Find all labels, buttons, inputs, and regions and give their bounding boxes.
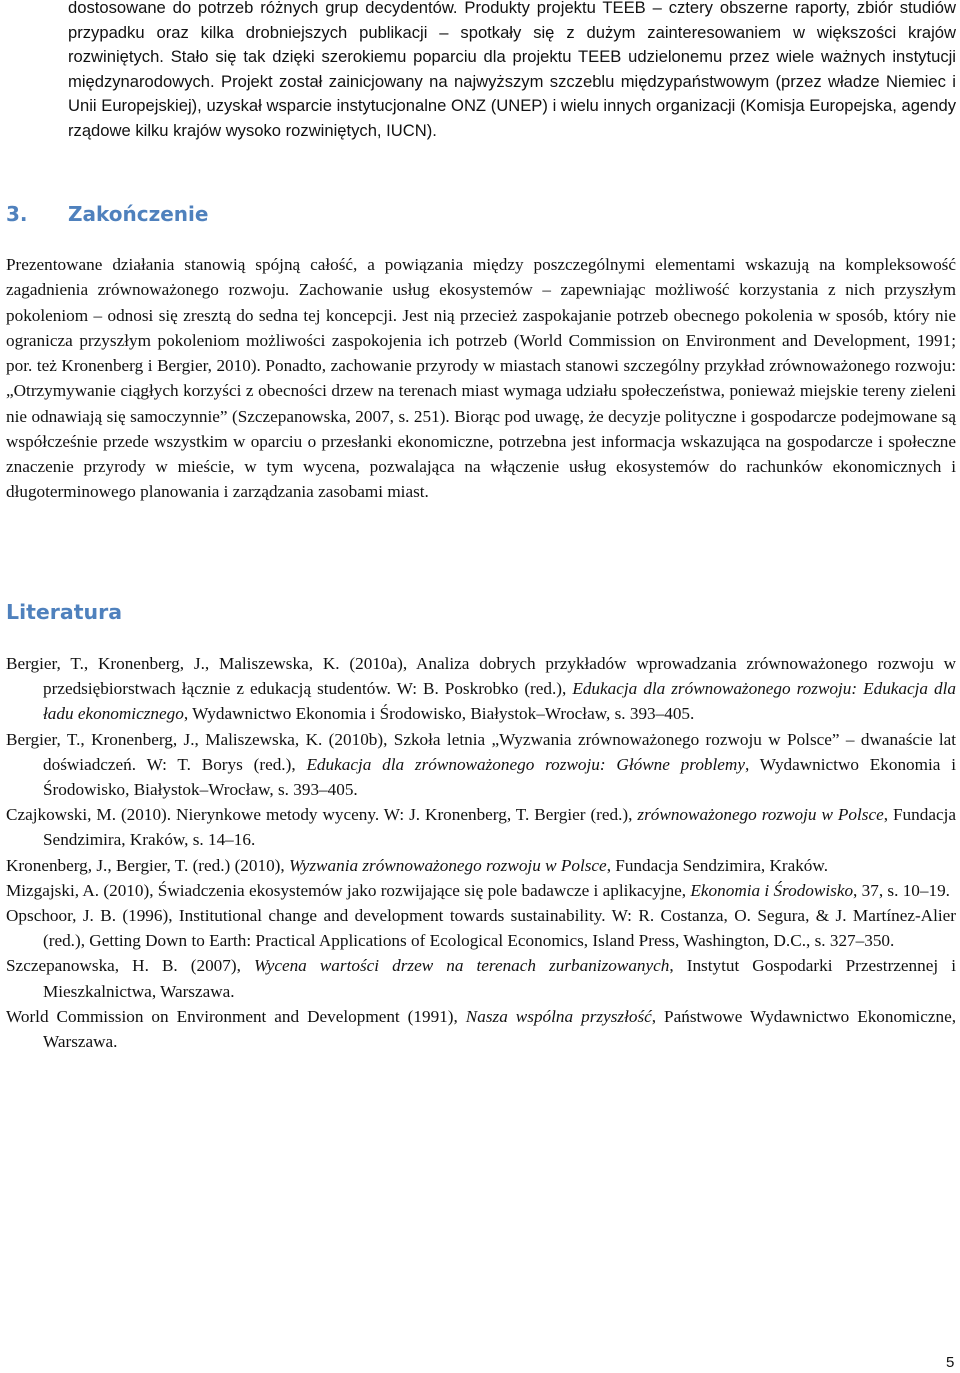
reference-item: Szczepanowska, H. B. (2007), Wycena wartości drzew na terenach zurbanizowanych, Instytut Gospodarki Przestrzennej i Mieszkalnictwa, Warszawa.: [6, 956, 956, 1001]
conclusion-paragraph: Prezentowane działania stanowią spójną całość, a powiązania między poszczególnymi elementami wskazują na kompleksowość zagadnienia zrównoważonego rozwoju. Zachowanie usług ekosystemów – zapewniając możliwość korzystania z nich przyszłym pokoleniom – odnosi się zresztą do sedna tej koncepcji. Jest nią przecież zaspokajanie potrzeb obecnego pokolenia w sposób, który nie ogranicza przyszłym pokoleniom możliwości zaspokojenia ich potrzeb (World Commission on Environment and Development, 1991; por. też Kronenberg i Bergier, 2010). Ponadto, zachowanie przyrody w miastach stanowi szczególny przykład zrównoważonego rozwoju: „Otrzymywanie ciągłych korzyści z obecności drzew na terenach miast wymaga udziału społeczeństwa, ponieważ miejskie tereny zieleni nie odnawiają się samoczynnie” (Szczepanowska, 2007, s. 251). Biorąc pod uwagę, że decyzje polityczne i gospodarcze podejmowane są współcześnie przede wszystkim w oparciu o przesłanki ekonomiczne, potrzebna jest informacja wskazująca na gospodarcze i społeczne znaczenie przyrody w mieście, w tym wycena, pozwalająca na włączenie usług ekosystemów do rachunków ekonomicznych i długoterminowego planowania i zarządzania zasobami miast.: [6, 255, 956, 502]
section-title: Zakończenie: [68, 202, 209, 226]
reference-item: Opschoor, J. B. (1996), Institutional change and development towards sustainability. W: R. Costanza, O. Segura, & J. Martínez-Alier (red.), Getting Down to Earth: Practical Applications of Ecological Economics, Island Press, Washington, D.C., s. 327–350.: [6, 906, 956, 951]
section-heading: [6, 200, 208, 228]
reference-list: [6, 651, 956, 1054]
literature-heading: Literatura: [6, 600, 123, 624]
reference-item: Kronenberg, J., Bergier, T. (red.) (2010), Wyzwania zrównoważonego rozwoju w Polsce, Fundacja Sendzimira, Kraków.: [6, 855, 828, 875]
reference-item: Czajkowski, M. (2010). Nierynkowe metody wyceny. W: J. Kronenberg, T. Bergier (red.), zrównoważonego rozwoju w Polsce, Fundacja Sendzimira, Kraków, s. 14–16.: [6, 805, 956, 850]
reference-item: Bergier, T., Kronenberg, J., Maliszewska, K. (2010a), Analiza dobrych przykładów wprowadzania zrównoważonego rozwoju w przedsiębiorstwach łącznie z edukacją studentów. W: B. Poskrobko (red.), Edukacja dla zrównoważonego rozwoju: Edukacja dla ładu ekonomicznego, Wydawnictwo Ekonomia i Środowisko, Białystok–Wrocław, s. 393–405.: [6, 654, 956, 724]
reference-item: World Commission on Environment and Development (1991), Nasza wspólna przyszłość, Państwowe Wydawnictwo Ekonomiczne, Warszawa.: [6, 1006, 956, 1052]
page-number: 5: [946, 1354, 955, 1371]
intro-paragraph: dostosowane do potrzeb różnych grup decydentów. Produkty projektu TEEB – cztery obszerne raporty, zbiór studiów przypadku oraz kilka drobniejszych publikacji – spotkały się z dużym zainteresowaniem w większości krajów rozwiniętych. Stało się tak dzięki szerokiemu poparciu dla projektu TEEB udzielonemu przez wiele ważnych instytucji międzynarodowych. Projekt został zainicjowany na najwyższym szczeblu międzypaństwowym (przez władze Niemiec i Unii Europejskiej), uzyskał wsparcie instytucjonalne ONZ (UNEP) i wielu innych organizacji (Komisja Europejska, agendy rządowe kilku krajów wysoko rozwiniętych, IUCN).: [68, 0, 956, 140]
reference-item: Bergier, T., Kronenberg, J., Maliszewska, K. (2010b), Szkoła letnia „Wyzwania zrównoważonego rozwoju w Polsce” – dwanaście lat doświadczeń. W: T. Borys (red.), Edukacja dla zrównoważonego rozwoju: Główne problemy, Wydawnictwo Ekonomia i Środowisko, Białystok–Wrocław, s. 393–405.: [6, 729, 957, 800]
reference-item: Mizgajski, A. (2010), Świadczenia ekosystemów jako rozwijające się pole badawcze i aplikacyjne, Ekonomia i Środowisko, 37, s. 10–19.: [6, 880, 950, 900]
section-number: 3.: [6, 202, 28, 226]
